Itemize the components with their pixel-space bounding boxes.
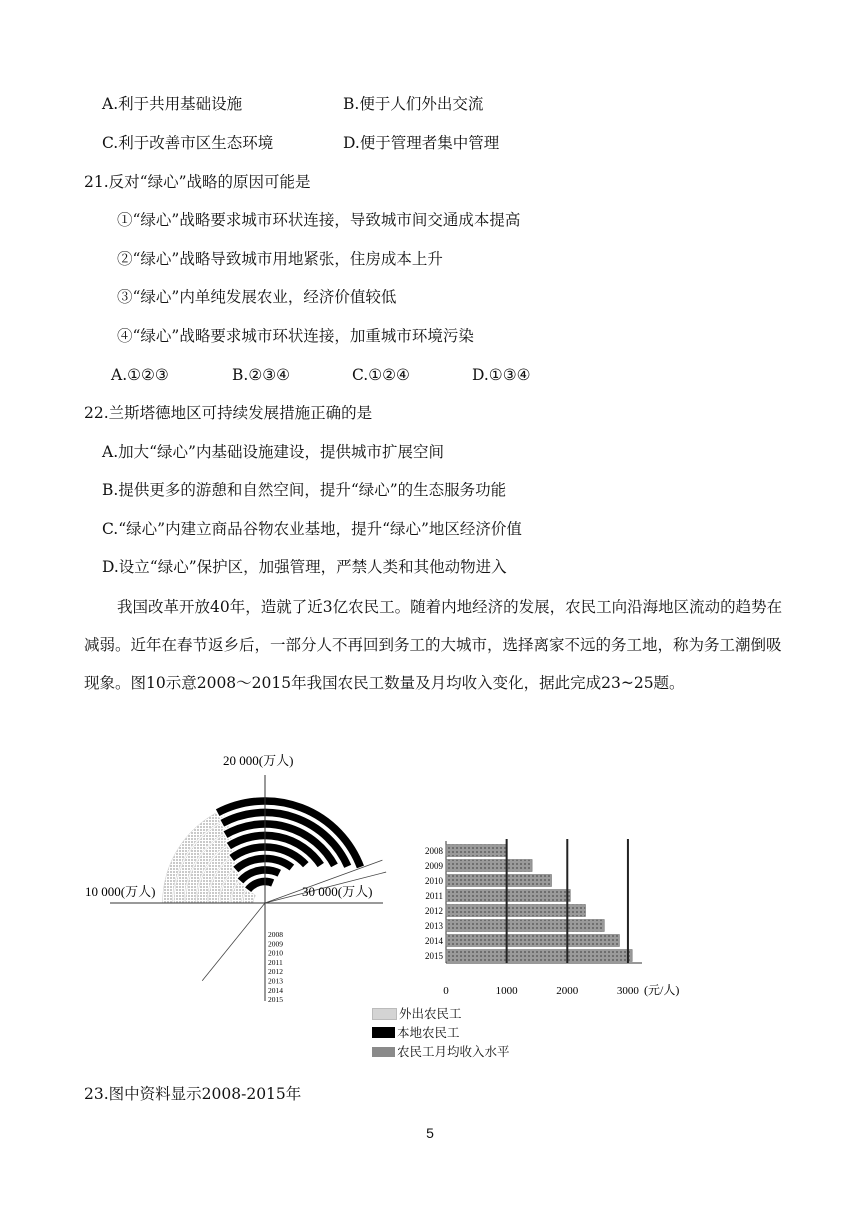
year-label-2011: 2011 — [268, 957, 283, 967]
q21-option-c: C.①②④ — [352, 366, 410, 384]
category-label-2008: 2008 — [425, 846, 443, 856]
year-label-2009: 2009 — [268, 939, 283, 949]
category-label-2010: 2010 — [425, 876, 443, 886]
x-tick-3000: 3000 — [616, 985, 639, 997]
q23-stem: 23.图中资料显示2008-2015年 — [84, 1085, 302, 1103]
legend-swatch-income — [372, 1047, 395, 1057]
x-tick-0: 0 — [443, 985, 449, 997]
legend-item — [372, 1004, 510, 1023]
income-bar-2009 — [446, 860, 532, 872]
year-label-2014: 2014 — [268, 985, 283, 995]
q21-option-d: D.①③④ — [472, 366, 531, 384]
q21-option-b: B.②③④ — [232, 366, 291, 384]
legend-swatch-outbound — [372, 1008, 397, 1020]
year-label-2013: 2013 — [268, 976, 283, 986]
income-bar-2010 — [446, 875, 552, 887]
q22-option-b: B.提供更多的游憩和自然空间，提升“绿心”的生态服务功能 — [102, 481, 507, 499]
income-bar-2012 — [446, 905, 585, 917]
polar-chart — [80, 745, 410, 1020]
income-bar-2008 — [446, 845, 507, 857]
legend — [372, 1004, 510, 1061]
q20-option-c: C.利于改善市区生态环境 — [102, 134, 274, 152]
legend-item — [372, 1042, 510, 1061]
axis-label-right: 30 000(万人) — [302, 884, 373, 899]
income-bar-2013 — [446, 920, 604, 932]
axis-label-left: 10 000(万人) — [85, 884, 156, 899]
q20-option-b: B.便于人们外出交流 — [343, 95, 484, 113]
x-tick-1000: 1000 — [495, 985, 518, 997]
x-tick-2000: 2000 — [556, 985, 579, 997]
q20-option-d: D.便于管理者集中管理 — [343, 134, 500, 152]
legend-item — [372, 1023, 510, 1042]
legend-label: 本地农民工 — [397, 1025, 460, 1040]
passage: 我国改革开放40年，造就了近3亿农民工。随着内地经济的发展，农民工向沿海地区流动的趋势在减弱。近年在春节返乡后，一部分人不再回到务工的大城市，选择离家不远的务工地，称为务工潮倒吸现象。图10示意2008～2015年我国农民工数量及月均收入变化，据此完成23~25题。 — [84, 598, 783, 692]
q21-item-2: ②“绿心”战略导致城市用地紧张，住房成本上升 — [117, 250, 443, 268]
q20-option-a: A.利于共用基础设施 — [102, 95, 243, 113]
income-bar-chart — [412, 835, 702, 1000]
year-label-2008: 2008 — [268, 930, 283, 939]
year-label-2012: 2012 — [268, 967, 283, 977]
q22-option-d: D.设立“绿心”保护区，加强管理，严禁人类和其他动物进入 — [102, 558, 507, 576]
q22-stem: 22.兰斯塔德地区可持续发展措施正确的是 — [84, 404, 373, 422]
axis-label-top: 20 000(万人) — [223, 753, 294, 768]
q21-stem: 21.反对“绿心”战略的原因可能是 — [84, 173, 311, 191]
category-label-2009: 2009 — [425, 861, 443, 871]
category-label-2013: 2013 — [425, 921, 443, 931]
x-unit-label: (元/人) — [644, 983, 680, 997]
category-label-2011: 2011 — [425, 891, 443, 901]
q21-item-4: ④“绿心”战略要求城市环状连接，加重城市环境污染 — [117, 327, 474, 345]
q21-item-3: ③“绿心”内单纯发展农业，经济价值较低 — [117, 288, 397, 306]
page-number: 5 — [426, 1125, 434, 1141]
legend-swatch-local — [372, 1027, 395, 1038]
q21-option-a: A.①②③ — [111, 366, 169, 384]
legend-label: 外出农民工 — [399, 1006, 462, 1021]
polar-guide-line — [202, 903, 265, 981]
category-label-2012: 2012 — [425, 906, 443, 916]
year-label-2010: 2010 — [268, 948, 283, 958]
income-bar-2014 — [446, 935, 619, 947]
legend-label: 农民工月均收入水平 — [397, 1044, 510, 1059]
category-label-2014: 2014 — [425, 936, 443, 946]
year-label-2015: 2015 — [268, 995, 283, 1005]
q21-item-1: ①“绿心”战略要求城市环状连接，导致城市间交通成本提高 — [117, 211, 521, 229]
category-label-2015: 2015 — [425, 951, 443, 961]
income-bar-2015 — [446, 950, 632, 962]
q22-option-a: A.加大“绿心”内基础设施建设，提供城市扩展空间 — [102, 443, 444, 461]
q22-option-c: C.“绿心”内建立商品谷物农业基地，提升“绿心”地区经济价值 — [102, 520, 522, 538]
income-bar-2011 — [446, 890, 570, 902]
